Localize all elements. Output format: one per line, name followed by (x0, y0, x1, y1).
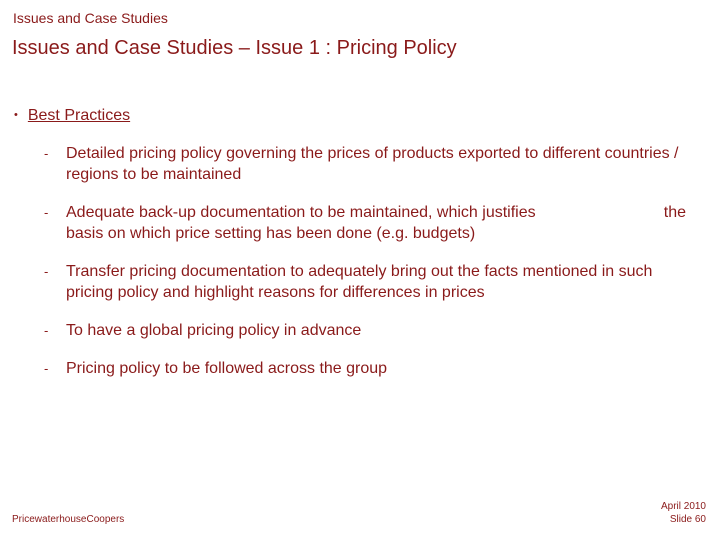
section-label: Issues and Case Studies (13, 10, 168, 26)
list-item (44, 143, 694, 185)
list-item-text: Detailed pricing policy governing the prices of products exported to different countries / regions to be maintained (66, 145, 679, 183)
dash-marker: - (44, 361, 49, 376)
footer-meta (661, 500, 706, 526)
item2-tail-text: the (663, 204, 686, 221)
dash-marker: - (44, 146, 49, 161)
footer-company: PricewaterhouseCoopers (12, 514, 125, 525)
list-item-text: To have a global pricing policy in advance (66, 322, 362, 339)
main-bullet (14, 107, 130, 125)
dash-marker: - (44, 264, 49, 279)
list-item (44, 202, 694, 244)
list-item-text (66, 202, 694, 244)
dash-marker: - (44, 205, 49, 220)
list-item (44, 358, 694, 379)
slide-title: Issues and Case Studies – Issue 1 : Pricing Policy (12, 37, 457, 59)
sub-list (44, 143, 694, 396)
list-item-text: Pricing policy to be followed across the group (66, 360, 388, 377)
list-item (44, 320, 694, 341)
main-bullet-text: Best Practices (27, 107, 131, 124)
dash-marker: - (44, 323, 49, 338)
item2-line2: basis on which price setting has been done (e.g. budgets) (66, 225, 476, 242)
footer-date: April 2010 (660, 501, 706, 512)
item2-line1 (66, 202, 686, 223)
slide-number: Slide 60 (669, 514, 706, 525)
list-item-text: Transfer pricing documentation to adequately bring out the facts mentioned in such pricing policy and highlight reasons for differences in prices (66, 263, 653, 301)
bullet-dot: • (14, 109, 18, 121)
item2-main-text: Adequate back-up documentation to be maintained, which justifies (66, 204, 536, 221)
list-item (44, 261, 694, 303)
